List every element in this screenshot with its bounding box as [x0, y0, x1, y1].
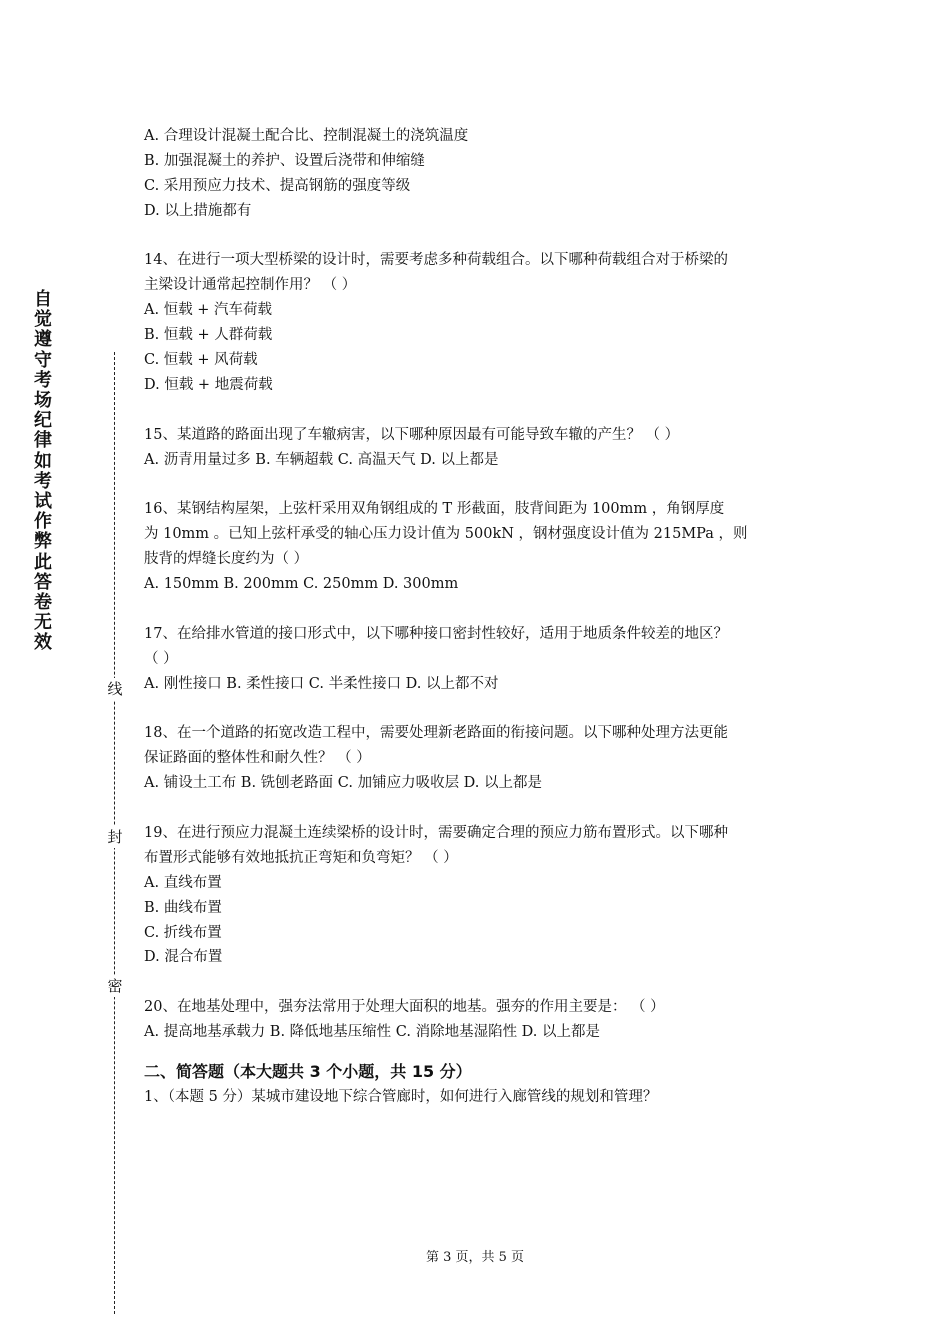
question-stem: 14、在进行一项大型桥梁的设计时，需要考虑多种荷载组合。以下哪种荷载组合对于桥梁的 [144, 252, 728, 269]
question-stem: 17、在给排水管道的接口形式中，以下哪种接口密封性较好，适用于地质条件较差的地区？ [144, 625, 728, 642]
option-d: D. 以上措施都有 [144, 202, 252, 219]
question-13-options [144, 124, 814, 224]
option-b: B. 曲线布置 [144, 899, 222, 916]
question-options: A. 铺设土工布 B. 铣刨老路面 C. 加铺应力吸收层 D. 以上都是 [144, 775, 543, 792]
binding-label-seal: 封 [104, 826, 126, 848]
question-stem: 16、某钢结构屋架，上弦杆采用双角钢组成的 T 形截面，肢背间距为 100mm ，角钢厚度 [144, 501, 725, 518]
question-stem: 保证路面的整体性和耐久性？ （ ） [144, 750, 371, 767]
question-options: A. 刚性接口 B. 柔性接口 C. 半柔性接口 D. 以上都不对 [144, 675, 499, 692]
question-options: A. 提高地基承载力 B. 降低地基压缩性 C. 消除地基湿陷性 D. 以上都是 [144, 1024, 601, 1041]
question-20 [144, 995, 814, 1045]
option-d: D. 混合布置 [144, 949, 223, 966]
question-stem: 15、某道路的路面出现了车辙病害，以下哪种原因最有可能导致车辙的产生？ （ ） [144, 426, 680, 443]
question-14 [144, 248, 814, 397]
option-b: B. 恒载 + 人群荷载 [144, 327, 273, 344]
question-stem: 18、在一个道路的拓宽改造工程中，需要处理新老路面的衔接问题。以下哪种处理方法更能 [144, 725, 728, 742]
option-a: A. 合理设计混凝土配合比、控制混凝土的浇筑温度 [144, 128, 469, 144]
question-18 [144, 721, 814, 796]
page-number: 第 3 页，共 5 页 [425, 1250, 525, 1265]
question-stem: （ ） [144, 650, 178, 667]
exam-discipline-notice: 自觉遵守考场纪律如考试作弊此答卷无效 [34, 289, 52, 654]
question-stem: 19、在进行预应力混凝土连续梁桥的设计时，需要确定合理的预应力筋布置形式。以下哪种 [144, 824, 728, 841]
question-stem: 为 10mm 。已知上弦杆承受的轴心压力设计值为 500kN ，钢材强度设计值为 215MPa ，则 [144, 526, 748, 543]
question-stem: 布置形式能够有效地抵抗正弯矩和负弯矩？ （ ） [144, 849, 458, 866]
option-a: A. 恒载 + 汽车荷载 [144, 302, 273, 319]
short-answer-question-1: 1、（本题 5 分）某城市建设地下综合管廊时，如何进行入廊管线的规划和管理？ [144, 1088, 658, 1105]
question-stem: 主梁设计通常起控制作用？ （ ） [144, 277, 357, 294]
option-d: D. 恒载 + 地震荷载 [144, 376, 273, 393]
question-16 [144, 497, 814, 597]
question-19 [144, 821, 814, 970]
option-c: C. 恒载 + 风荷载 [144, 352, 258, 369]
option-c: C. 折线布置 [144, 924, 222, 941]
binding-label-line: 线 [104, 678, 126, 700]
question-17 [144, 622, 814, 697]
option-b: B. 加强混凝土的养护、设置后浇带和伸缩缝 [144, 152, 425, 169]
question-options: A. 150mm B. 200mm C. 250mm D. 300mm [144, 576, 459, 593]
section-title-short-answer: 二、简答题（本大题共 3 个小题，共 15 分） [144, 1061, 472, 1081]
option-c: C. 采用预应力技术、提高钢筋的强度等级 [144, 177, 411, 194]
option-a: A. 直线布置 [144, 874, 222, 891]
question-stem: 肢背的焊缝长度约为（ ） [144, 551, 309, 568]
exam-content [144, 124, 814, 1110]
question-15 [144, 423, 814, 473]
question-stem: 20、在地基处理中，强夯法常用于处理大面积的地基。强夯的作用主要是： （ ） [144, 999, 665, 1016]
binding-label-secret: 密 [104, 975, 126, 997]
question-options: A. 沥青用量过多 B. 车辆超载 C. 高温天气 D. 以上都是 [144, 451, 499, 468]
